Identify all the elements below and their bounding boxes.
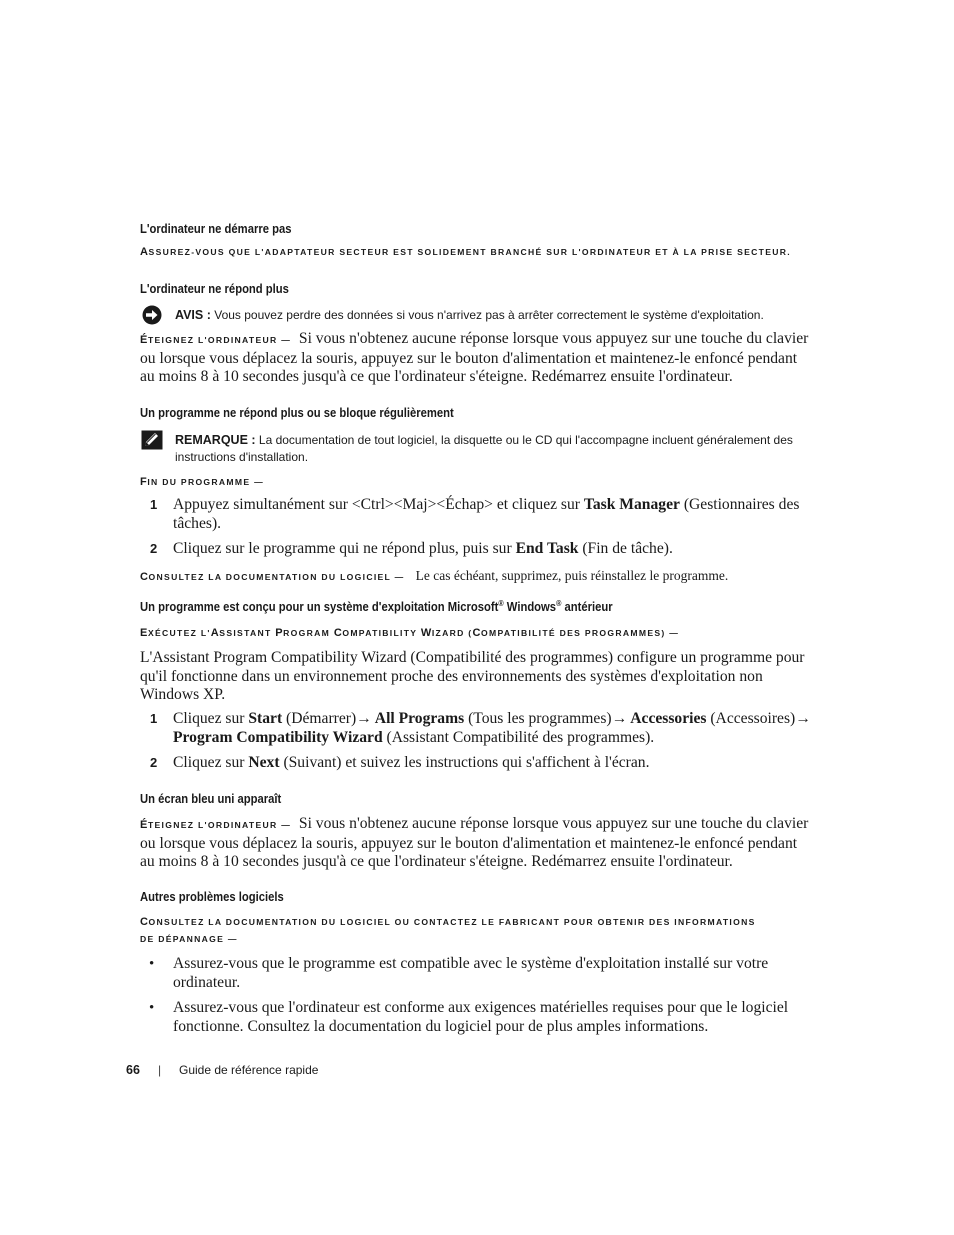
heading-no-boot: L'ordinateur ne démarre pas	[140, 222, 292, 236]
list-item: 1 Appuyez simultanément sur <Ctrl><Maj><Échap> et cliquez sur Task Manager (Gestionnaires des tâches).	[150, 496, 800, 532]
wizard-description: L'Assistant Program Compatibility Wizard (Compatibilité des programmes) configure un programme pour qu'il fonctionne dans un environnement proche des environnements des systèmes d'exploitation non Windows XP.	[140, 649, 805, 703]
instruction-end-program: FIN DU PROGRAMME —	[140, 476, 264, 488]
note-text: REMARQUE : La documentation de tout logiciel, la disquette ou le CD qui l'accompagne incluent généralement des instructions d'installation.	[175, 433, 793, 464]
notice-arrow-icon	[141, 305, 163, 330]
instruction-contact-vendor-1: CONSULTEZ LA DOCUMENTATION DU LOGICIEL OU CONTACTEZ LE FABRICANT POUR OBTENIR DES INFORMATIONS	[140, 916, 756, 928]
instruction-shutdown-1: ÉTEIGNEZ L'ORDINATEUR — Si vous n'obtenez aucune réponse lorsque vous appuyez sur une touche du clavier ou lorsque vous déplacez la souris, appuyez sur le bouton d'alimentation et maintenez-le enfoncé pendant au moins 8 à 10 secondes jusqu'à ce que l'ordinateur s'éteigne. Redémarrez ensuite l'ordinateur.	[140, 330, 809, 385]
list-item: 1 Cliquez sur Start (Démarrer)→ All Programs (Tous les programmes)→ Accessories (Accessoires)→ Program Compatibility Wizard (Assistant Compatibilité des programmes).	[150, 710, 811, 746]
pencil-note-icon	[141, 430, 163, 455]
instruction-run-wizard: EXÉCUTEZ L'ASSISTANT PROGRAM COMPATIBILITY WIZARD (COMPATIBILITÉ DES PROGRAMMES) —	[140, 627, 680, 639]
footer-title: Guide de référence rapide	[179, 1063, 319, 1077]
heading-program-hangs: Un programme ne répond plus ou se bloque régulièrement	[140, 406, 454, 420]
instruction-consult-doc: CONSULTEZ LA DOCUMENTATION DU LOGICIEL — Le cas échéant, supprimez, puis réinstallez le programme.	[140, 568, 729, 583]
instruction-contact-vendor-2: DE DÉPANNAGE —	[140, 934, 238, 944]
heading-blue-screen: Un écran bleu uni apparaît	[140, 792, 282, 806]
list-item: 2 Cliquez sur Next (Suivant) et suivez les instructions qui s'affichent à l'écran.	[150, 754, 650, 771]
list-item: • Assurez-vous que le programme est compatible avec le système d'exploitation installé sur votre ordinateur.	[149, 955, 769, 991]
heading-compat: Un programme est conçu pour un système d'exploitation Microsoft® Windows® antérieur	[140, 598, 613, 614]
list-item: 2 Cliquez sur le programme qui ne répond plus, puis sur End Task (Fin de tâche).	[150, 540, 673, 557]
page-number: 66	[126, 1063, 140, 1077]
notice-text: AVIS : Vous pouvez perdre des données si vous n'arrivez pas à arrêter correctement le système d'exploitation.	[175, 308, 764, 322]
list-item: • Assurez-vous que l'ordinateur est conforme aux exigences matérielles requises pour que le logiciel fonctionne. Consultez la documentation du logiciel pour de plus amples informations.	[149, 999, 789, 1035]
footer-separator: |	[158, 1063, 162, 1077]
instruction-check-adapter: ASSUREZ-VOUS QUE L'ADAPTATEUR SECTEUR EST SOLIDEMENT BRANCHÉ SUR L'ORDINATEUR ET À LA PRISE SECTEUR.	[140, 246, 791, 258]
instruction-shutdown-2: ÉTEIGNEZ L'ORDINATEUR — Si vous n'obtenez aucune réponse lorsque vous appuyez sur une touche du clavier ou lorsque vous déplacez la souris, appuyez sur le bouton d'alimentation et maintenez-le enfoncé pendant au moins 8 à 10 secondes jusqu'à ce que l'ordinateur s'éteigne. Redémarrez ensuite l'ordinateur.	[140, 815, 809, 870]
heading-other-problems: Autres problèmes logiciels	[140, 890, 284, 904]
heading-no-response: L'ordinateur ne répond plus	[140, 282, 289, 296]
page-footer	[126, 1063, 319, 1077]
